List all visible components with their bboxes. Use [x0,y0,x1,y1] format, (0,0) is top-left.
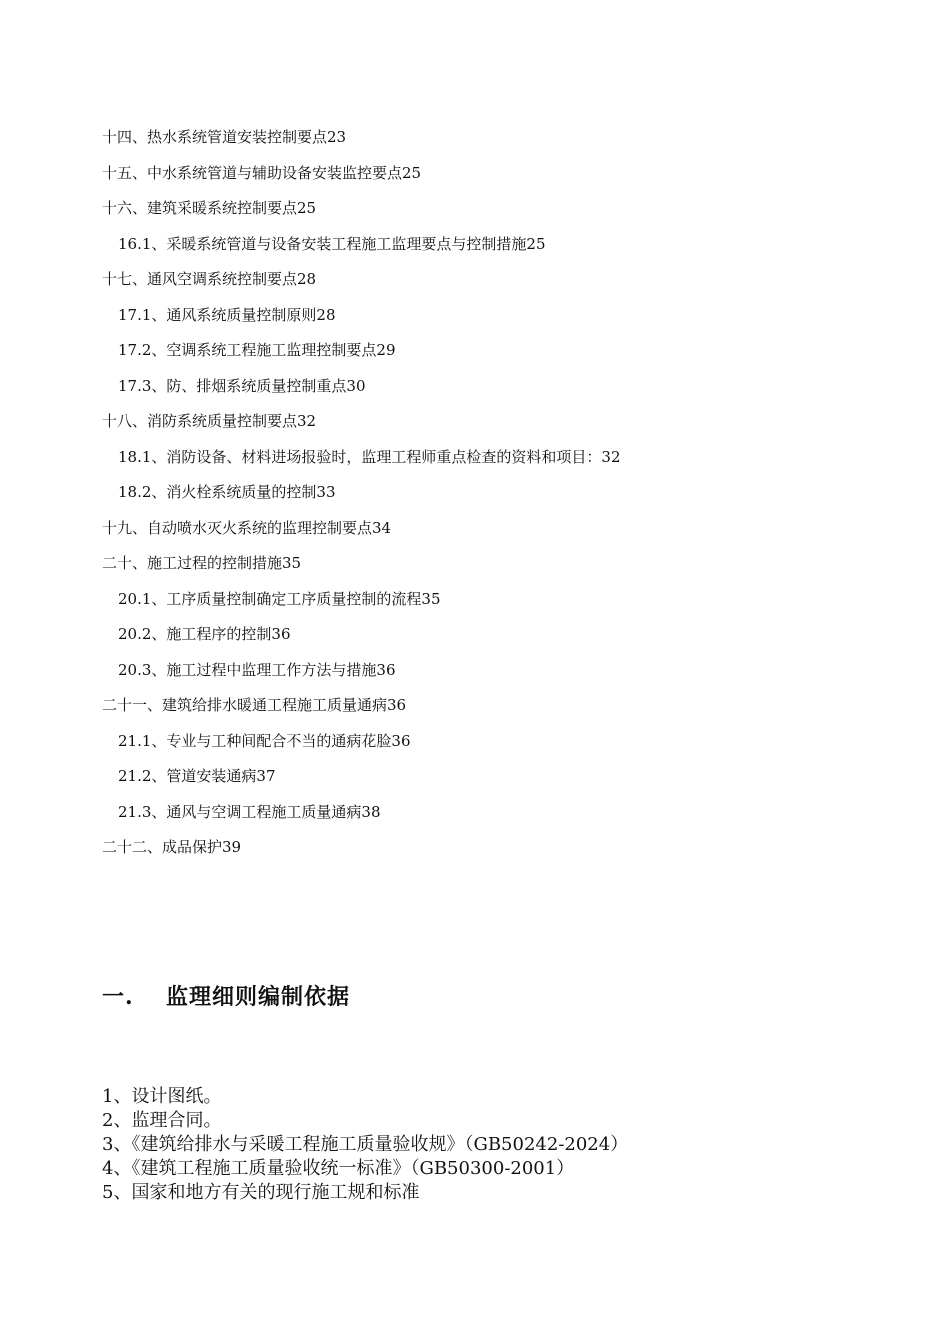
toc-entry[interactable]: 十五、中水系统管道与辅助设备安装监控要点25 [102,163,422,182]
basis-list [102,1085,922,1205]
toc-entry[interactable]: 18.2、消火栓系统质量的控制33 [118,483,336,501]
toc-entry[interactable]: 21.3、通风与空调工程施工质量通病38 [118,802,381,821]
toc-entry[interactable]: 17.1、通风系统质量控制原则28 [118,305,336,324]
basis-item: 1、设计图纸。 [102,1086,222,1107]
toc-entry[interactable]: 18.1、消防设备、材料进场报验时，监理工程师重点检查的资料和项目：32 [118,447,621,466]
toc-entry[interactable]: 20.1、工序质量控制确定工序质量控制的流程35 [118,589,441,608]
basis-item: 4、《建筑工程施工质量验收统一标准》（GB50300-2001） [102,1158,575,1179]
toc-entry[interactable]: 17.2、空调系统工程施工监理控制要点29 [118,341,396,359]
section-heading [102,980,350,1011]
toc-entry[interactable]: 21.1、专业与工种间配合不当的通病花脸36 [118,731,411,750]
toc-entry[interactable]: 二十一、建筑给排水暖通工程施工质量通病36 [102,696,407,714]
toc-entry[interactable]: 20.2、施工程序的控制36 [118,625,291,643]
basis-item: 5、国家和地方有关的现行施工规和标准 [102,1182,420,1203]
toc-entry[interactable]: 十九、自动喷水灭火系统的监理控制要点34 [102,518,392,537]
basis-item: 2、监理合同。 [102,1110,222,1131]
toc-entry[interactable]: 20.3、施工过程中监理工作方法与措施36 [118,660,396,679]
toc-entry[interactable]: 16.1、采暖系统管道与设备安装工程施工监理要点与控制措施25 [118,234,546,253]
toc-entry[interactable]: 21.2、管道安装通病37 [118,767,276,785]
section-title: 监理细则编制依据 [166,984,351,1010]
toc-entry[interactable]: 17.3、防、排烟系统质量控制重点30 [118,376,366,395]
toc-entry[interactable]: 二十、施工过程的控制措施35 [102,554,302,572]
toc-entry[interactable]: 十四、热水系统管道安装控制要点23 [102,128,347,146]
toc-entry[interactable]: 十八、消防系统质量控制要点32 [102,412,317,430]
toc-entry[interactable]: 十七、通风空调系统控制要点28 [102,270,317,288]
table-of-contents [102,124,902,870]
basis-item: 3、《建筑给排水与采暖工程施工质量验收规》（GB50242-2024） [102,1134,629,1155]
toc-entry[interactable]: 二十二、成品保护39 [102,838,242,856]
toc-entry[interactable]: 十六、建筑采暖系统控制要点25 [102,199,317,217]
section-number: 一. [102,984,134,1010]
